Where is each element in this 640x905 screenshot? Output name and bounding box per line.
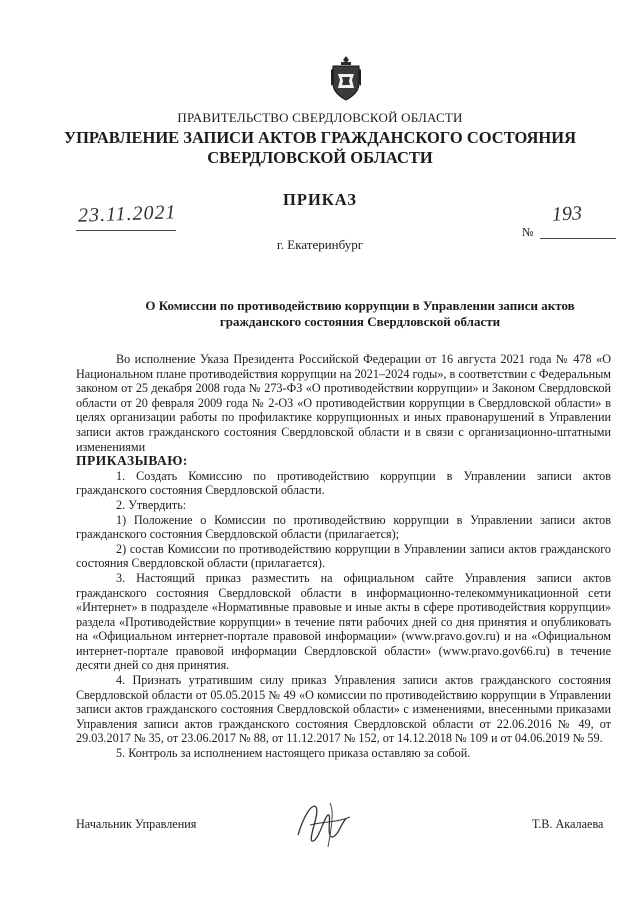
signatory-position: Начальник Управления	[76, 817, 197, 831]
order-item-5: 5. Контроль за исполнением настоящего приказа оставляю за собой.	[116, 746, 471, 761]
coat-of-arms-icon	[329, 54, 363, 102]
signatory-name: Т.В. Акалаева	[532, 817, 604, 831]
order-item-2: 2. Утвердить:	[116, 497, 187, 512]
department-name-line1: УПРАВЛЕНИЕ ЗАПИСИ АКТОВ ГРАЖДАНСКОГО СОСТОЯНИЯ	[63, 128, 576, 147]
handwritten-signature	[290, 795, 360, 851]
department-name	[0, 128, 640, 168]
order-item-3: 3. Настоящий приказ разместить на официальном сайте Управления записи актов гражданского состояния Свердловской области в информационно-телекоммуникационной сети «Интернет» в подразделе «Нормативные правовые и иные акты в сфере противодействия коррупции» раздела «Противодействие коррупции» в течение пяти рабочих дней со дня принятия и опубликовать на «Официальном интернет-портале правовой информации» (www.pravo.gov.ru) и на «Официальном интернет-портале правовой информации Свердловской области» (www.pravo.gov66.ru) в течение десяти дней со дня принятия.	[76, 570, 611, 673]
orders-heading: ПРИКАЗЫВАЮ:	[76, 453, 188, 469]
intro-paragraph: Во исполнение Указа Президента Российской Федерации от 16 августа 2021 года № 478 «О Национальном плане противодействия коррупции на 2021–2024 годы», в соответствии с Федеральным законом от 25 декабря 2008 года № 273-ФЗ «О противодействии коррупции» и Законом Свердловской области от 20 февраля 2009 года № 2-ОЗ «О противодействии коррупции в Свердловской области» в целях организации работы по профилактике коррупционных и иных правонарушений в Управлении записи актов гражданского состояния Свердловской области и в связи с организационно-штатными изменениями	[76, 352, 611, 454]
document-subject	[130, 298, 590, 330]
department-name-line2: СВЕРДЛОВСКОЙ ОБЛАСТИ	[207, 148, 433, 167]
date-underline	[76, 230, 176, 231]
subject-line1: О Комиссии по противодействию коррупции в Управлении записи актов	[145, 298, 575, 313]
document-type: ПРИКАЗ	[283, 190, 357, 209]
order-item-2-2: 2) состав Комиссии по противодействию коррупции в Управлении записи актов гражданского состояния Свердловской области (прилагается).	[76, 541, 611, 571]
document-date: 23.11.2021	[77, 201, 177, 227]
document-city: г. Екатеринбург	[276, 237, 364, 252]
subject-line2: гражданского состояния Свердловской области	[219, 314, 501, 329]
document-number: 193	[551, 202, 583, 226]
order-item-2-1: 1) Положение о Комиссии по противодействию коррупции в Управлении записи актов гражданского состояния Свердловской области (прилагается);	[76, 512, 611, 542]
order-item-4: 4. Признать утратившим силу приказ Управления записи актов гражданского состояния Свердловской области от 05.05.2015 № 49 «О комиссии по противодействию коррупции в Управлении записи актов гражданского состояния Свердловской области» с изменениями, внесенными приказами Управления записи актов гражданского состояния Свердловской области от 22.06.2016 № 49, от 29.03.2017 № 35, от 23.06.2017 № 88, от 11.12.2017 № 152, от 14.12.2018 № 109 и от 04.06.2019 № 59.	[76, 673, 611, 746]
order-item-1: 1. Создать Комиссию по противодействию коррупции в Управлении записи актов гражданского состояния Свердловской области.	[76, 468, 611, 498]
document-body	[76, 352, 611, 761]
number-sign: №	[522, 225, 534, 239]
government-name: ПРАВИТЕЛЬСТВО СВЕРДЛОВСКОЙ ОБЛАСТИ	[177, 110, 463, 125]
